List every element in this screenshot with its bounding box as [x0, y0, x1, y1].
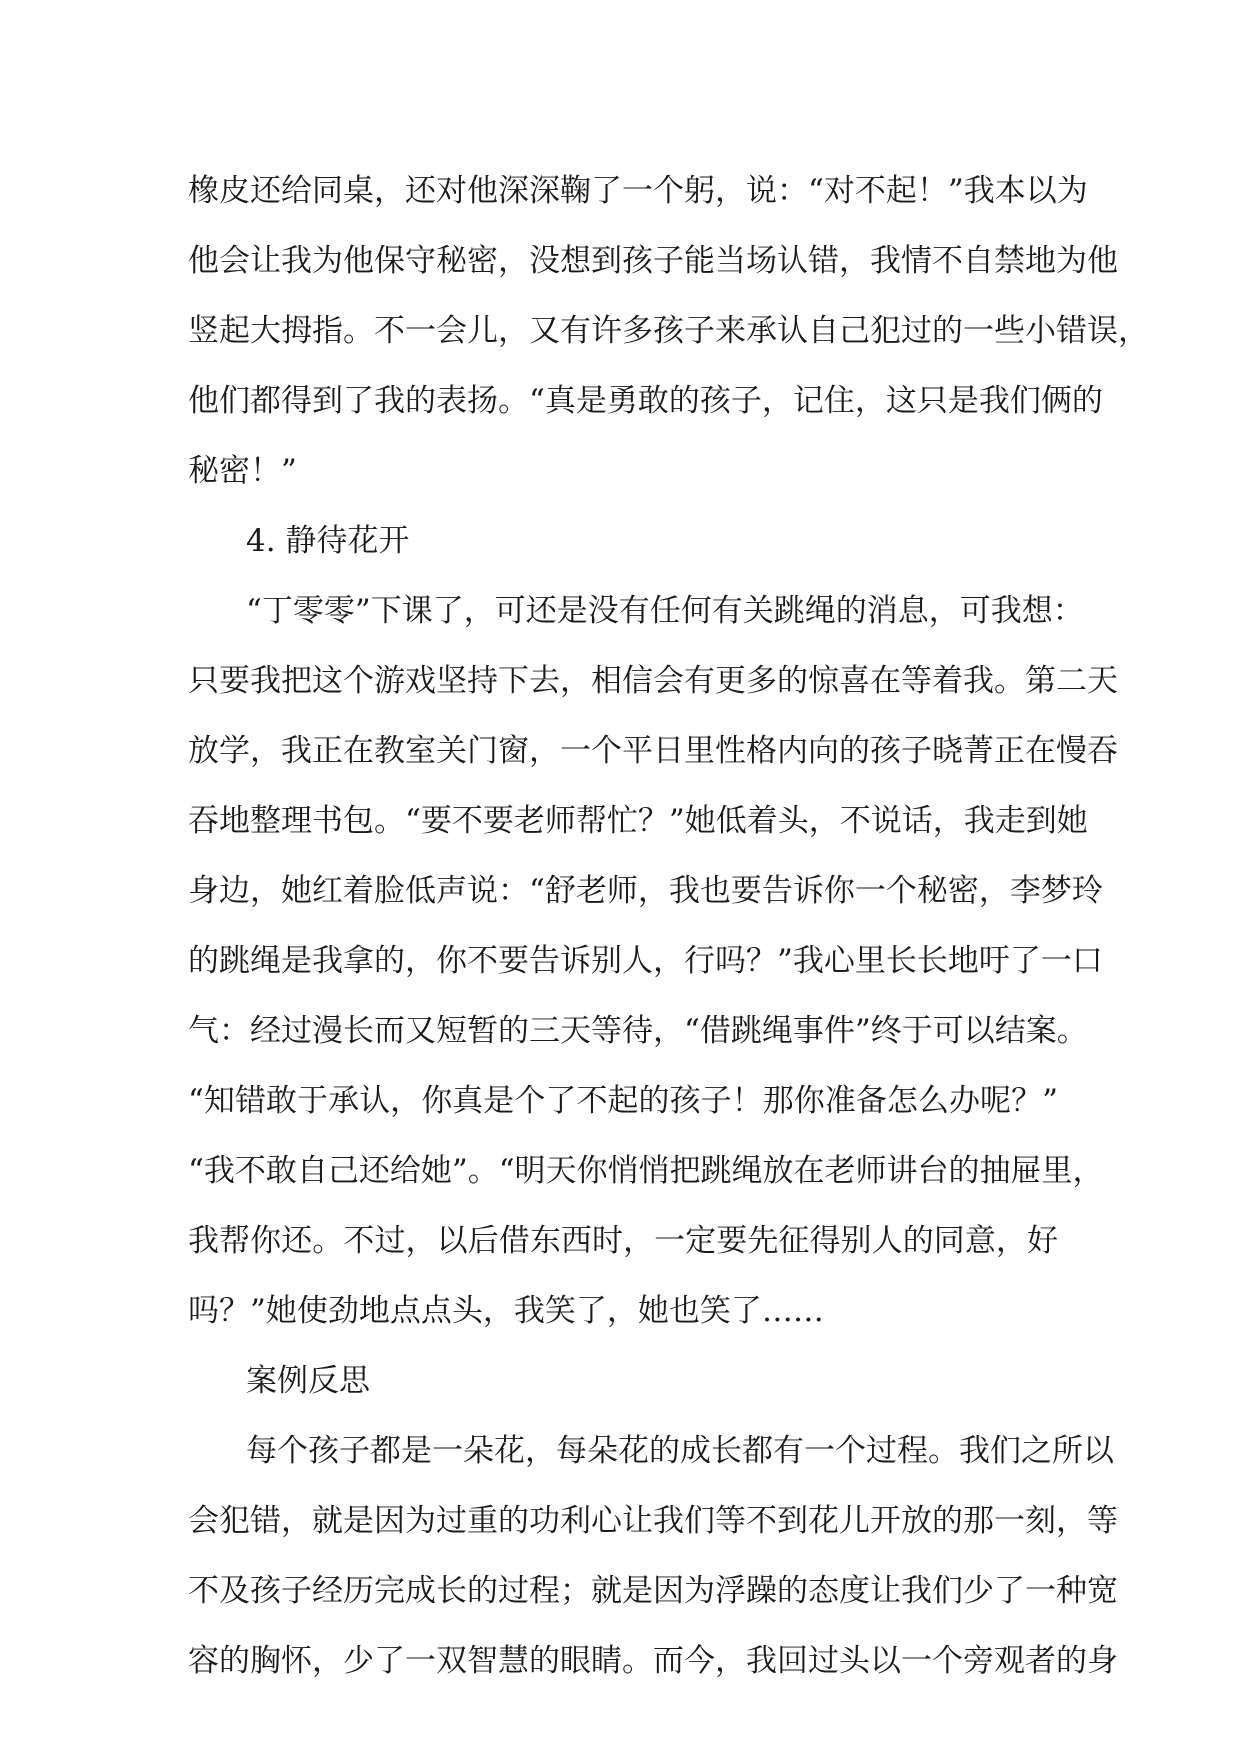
text-line: 我帮你还。不过，以后借东西时，一定要先征得别人的同意，好	[188, 1223, 1058, 1259]
text-line: 身边，她红着脸低声说：“舒老师，我也要告诉你一个秘密，李梦玲	[188, 873, 1103, 909]
text-line: 他们都得到了我的表扬。“真是勇敢的孩子，记住，这只是我们俩的	[188, 383, 1103, 419]
text-line: 他会让我为他保守秘密，没想到孩子能当场认错，我情不自禁地为他	[188, 243, 1118, 279]
text-line: 容的胸怀，少了一双智慧的眼睛。而今，我回过头以一个旁观者的身	[188, 1643, 1118, 1679]
text-line: 吗？”她使劲地点点头，我笑了，她也笑了……	[188, 1293, 824, 1329]
text-line: 橡皮还给同桌，还对他深深鞠了一个躬，说：“对不起！”我本以为	[188, 173, 1088, 209]
text-line: 放学，我正在教室关门窗，一个平日里性格内向的孩子晓菁正在慢吞	[188, 733, 1118, 769]
text-line: 的跳绳是我拿的，你不要告诉别人，行吗？”我心里长长地吁了一口	[188, 943, 1103, 979]
text-line: 每个孩子都是一朵花，每朵花的成长都有一个过程。我们之所以	[246, 1433, 1114, 1469]
section-heading: 案例反思	[246, 1363, 370, 1399]
section-heading: 4. 静待花开	[246, 523, 410, 559]
text-line: 只要我把这个游戏坚持下去，相信会有更多的惊喜在等着我。第二天	[188, 663, 1118, 699]
text-line: 不及孩子经历完成长的过程；就是因为浮躁的态度让我们少了一种宽	[188, 1573, 1118, 1609]
text-line: 气：经过漫长而又短暂的三天等待，“借跳绳事件”终于可以结案。	[188, 1013, 1088, 1049]
text-line: “知错敢于承认，你真是个了不起的孩子！那你准备怎么办呢？”	[188, 1083, 1058, 1119]
text-line: “我不敢自己还给她”。“明天你悄悄把跳绳放在老师讲台的抽屉里，	[188, 1153, 1104, 1189]
text-line: 吞地整理书包。“要不要老师帮忙？”她低着头，不说话，我走到她	[188, 803, 1088, 839]
document-body	[188, 156, 1149, 1696]
text-line: 会犯错，就是因为过重的功利心让我们等不到花儿开放的那一刻，等	[188, 1503, 1118, 1539]
text-line: 竖起大拇指。不一会儿，又有许多孩子来承认自己犯过的一些小错误，	[188, 313, 1149, 349]
text-line: “丁零零”下课了，可还是没有任何有关跳绳的消息，可我想：	[246, 593, 1084, 629]
text-line: 秘密！”	[188, 453, 297, 489]
